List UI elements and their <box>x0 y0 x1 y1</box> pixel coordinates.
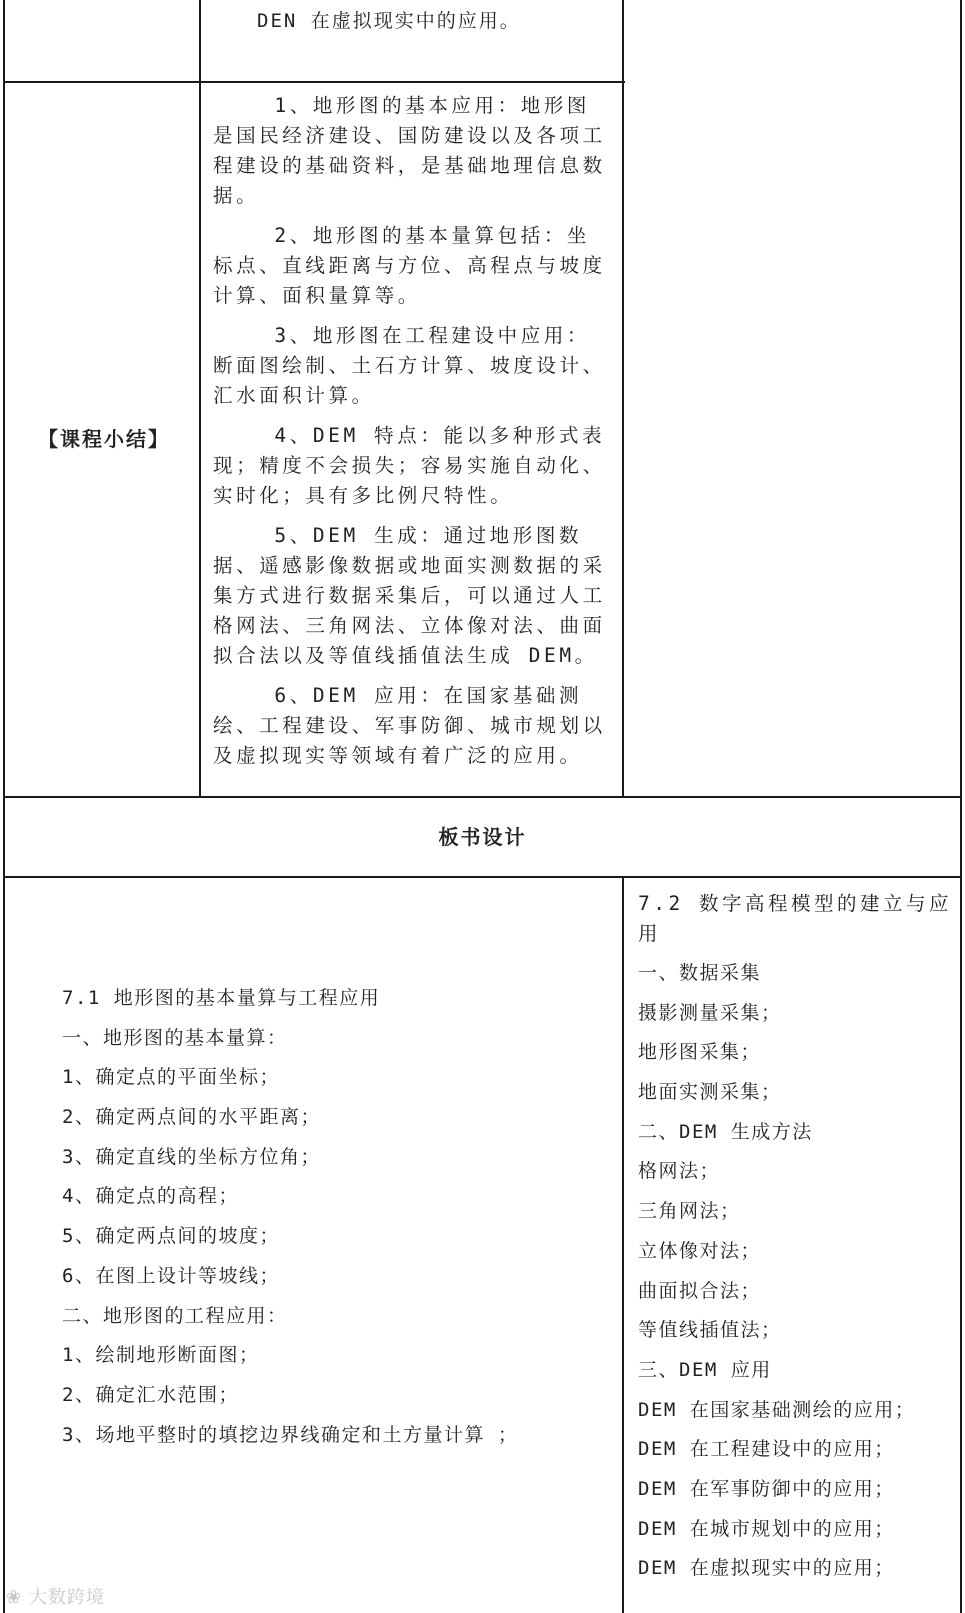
summary-paragraph-5: 5、DEM 生成：通过地形图数据、遥感影像数据或地面实测数据的采集方式进行数据采集后，可以通过人工格网法、三角网法、立体像对法、曲面拟合法以及等值线插值法生成 DEM。 <box>213 524 606 667</box>
board-left-line: 7.1 地形图的基本量算与工程应用 <box>62 987 381 1009</box>
board-left-line: 4、确定点的高程； <box>62 1185 239 1208</box>
col-divider-label <box>199 0 201 798</box>
board-right-line: 摄影测量采集； <box>638 1001 782 1024</box>
watermark-logo-icon: ❀ <box>6 1587 23 1608</box>
board-right-line: 二、DEM 生成方法 <box>638 1120 813 1143</box>
summary-paragraph-2: 2、地形图的基本量算包括：坐标点、直线距离与方位、高程点与坡度计算、面积量算等。 <box>213 224 606 307</box>
board-left-line: 3、场地平整时的填挖边界线确定和土方量计算 ； <box>62 1423 519 1446</box>
summary-label: 【课程小结】 <box>38 427 170 451</box>
col-divider-content <box>622 0 624 798</box>
col-divider-board <box>622 876 624 1613</box>
watermark-text: 大数跨境 <box>28 1587 105 1608</box>
board-left-line: 一、地形图的基本量算： <box>62 1026 288 1049</box>
top-row-text: DEN 在虚拟现实中的应用。 <box>257 10 521 32</box>
watermark <box>6 1583 105 1609</box>
board-right-line: DEM 在虚拟现实中的应用； <box>638 1557 895 1580</box>
board-right-line: DEM 在军事防御中的应用； <box>638 1477 895 1500</box>
board-right-line: 三、DEM 应用 <box>638 1358 772 1381</box>
row-divider-1 <box>3 81 625 83</box>
summary-paragraph-1: 1、地形图的基本应用：地形图是国民经济建设、国防建设以及各项工程建设的基础资料，是基础地理信息数据。 <box>213 94 606 207</box>
board-left-line: 3、确定直线的坐标方位角； <box>62 1145 321 1168</box>
board-right-line: 曲面拟合法； <box>638 1279 762 1302</box>
board-left-line: 二、地形图的工程应用： <box>62 1304 288 1327</box>
board-right-line: DEM 在城市规划中的应用； <box>638 1517 895 1540</box>
board-left-column <box>62 979 518 1455</box>
board-right-line: 一、数据采集 <box>638 962 762 984</box>
board-left-line: 5、确定两点间的坡度； <box>62 1225 280 1248</box>
board-left-line: 6、在图上设计等坡线； <box>62 1264 280 1287</box>
table-border-right <box>960 0 962 1613</box>
board-title: 板书设计 <box>438 825 527 849</box>
board-right-line: 地形图采集； <box>638 1041 762 1064</box>
board-right-column <box>638 954 915 1589</box>
summary-paragraph-4: 4、DEM 特点：能以多种形式表现；精度不会损失；容易实施自动化、实时化；具有多比例尺特性。 <box>213 424 606 507</box>
board-right-title: 7.2 数字高程模型的建立与应用 <box>638 892 952 945</box>
board-left-line: 1、绘制地形断面图； <box>62 1344 260 1367</box>
board-right-line: 地面实测采集； <box>638 1081 782 1104</box>
table-border-left <box>3 0 5 1613</box>
board-right-line: 立体像对法； <box>638 1239 762 1262</box>
row-divider-2 <box>3 796 962 798</box>
summary-paragraph-3: 3、地形图在工程建设中应用：断面图绘制、土石方计算、坡度设计、汇水面积计算。 <box>213 324 606 407</box>
board-right-line: 三角网法； <box>638 1200 741 1223</box>
board-right-line: 等值线插值法； <box>638 1319 782 1342</box>
board-right-line: DEM 在工程建设中的应用； <box>638 1438 895 1461</box>
board-right-line: 格网法； <box>638 1160 721 1183</box>
board-left-line: 2、确定两点间的水平距离； <box>62 1106 321 1129</box>
board-left-line: 2、确定汇水范围； <box>62 1383 239 1406</box>
summary-paragraph-6: 6、DEM 应用：在国家基础测绘、工程建设、军事防御、城市规划以及虚拟现实等领域有着广泛的应用。 <box>213 684 606 767</box>
board-right-line: DEM 在国家基础测绘的应用； <box>638 1398 916 1421</box>
summary-content <box>213 91 613 771</box>
row-divider-3 <box>3 876 962 878</box>
board-left-line: 1、确定点的平面坐标； <box>62 1066 280 1089</box>
